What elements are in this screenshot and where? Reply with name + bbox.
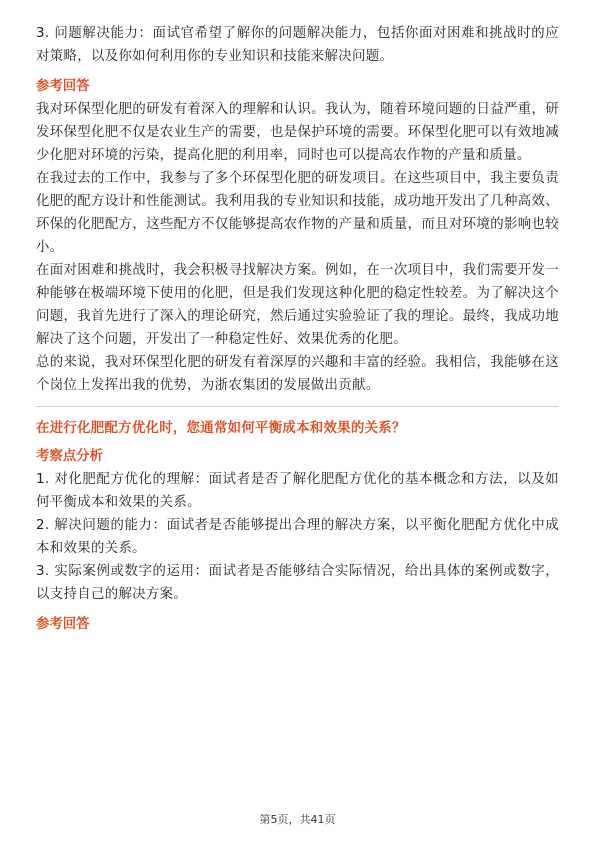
analysis-item: 2. 解决问题的能力：面试者是否能够提出合理的解决方案，以平衡化肥配方优化中成本和效果的关系。 xyxy=(36,518,559,556)
analysis-item: 3. 实际案例或数字的运用：面试者是否能够结合实际情况，给出具体的案例或数字，以支持自己的解决方案。 xyxy=(36,564,559,602)
answer-paragraph: 在面对困难和挑战时，我会积极寻找解决方案。例如，在一次项目中，我们需要开发一种能够在极端环境下使用的化肥，但是我们发现这种化肥的稳定性较差。为了解决这个问题，我首先进行了深入的理论研究，然后通过实验验证了我的理论。最终，我成功地解决了这个问题，开发出了一种稳定性好、效果优秀的化肥。 xyxy=(36,263,559,347)
answer-label: 参考回答 xyxy=(36,617,90,632)
answer-paragraph: 在我过去的工作中，我参与了多个环保型化肥的研发项目。在这些项目中，我主要负责化肥的配方设计和性能测试。我利用我的专业知识和技能，成功地开发出了几种高效、环保的化肥配方，这些配方不仅能够提高农作物的产量和质量，而且对环境的影响也较小。 xyxy=(36,171,559,255)
question-item: 3. 问题解决能力：面试官希望了解你的问题解决能力，包括你面对困难和挑战时的应对策略，以及你如何利用你的专业知识和技能来解决问题。 xyxy=(36,26,559,64)
section-divider xyxy=(36,406,559,407)
answer-label: 参考回答 xyxy=(36,79,90,94)
analysis-item: 1. 对化肥配方优化的理解：面试者是否了解化肥配方优化的基本概念和方法，以及如何平衡成本和效果的关系。 xyxy=(36,472,559,510)
spacer xyxy=(36,606,559,613)
question-title: 在进行化肥配方优化时，您通常如何平衡成本和效果的关系？ xyxy=(36,421,406,436)
spacer xyxy=(36,68,559,75)
answer-paragraph: 总的来说，我对环保型化肥的研发有着深厚的兴趣和丰富的经验。我相信，我能够在这个岗位上发挥出我的优势，为浙农集团的发展做出贡献。 xyxy=(36,355,559,393)
answer-paragraph: 我对环保型化肥的研发有着深入的理解和认识。我认为，随着环境问题的日益严重，研发环保型化肥不仅是农业生产的需要，也是保护环境的需要。环保型化肥可以有效地减少化肥对环境的污染，提高化肥的利用率，同时也可以提高农作物的产量和质量。 xyxy=(36,102,559,163)
analysis-label: 考察点分析 xyxy=(36,449,103,464)
page-content xyxy=(36,22,559,636)
page-number: 第5页，共41页 xyxy=(259,813,336,826)
